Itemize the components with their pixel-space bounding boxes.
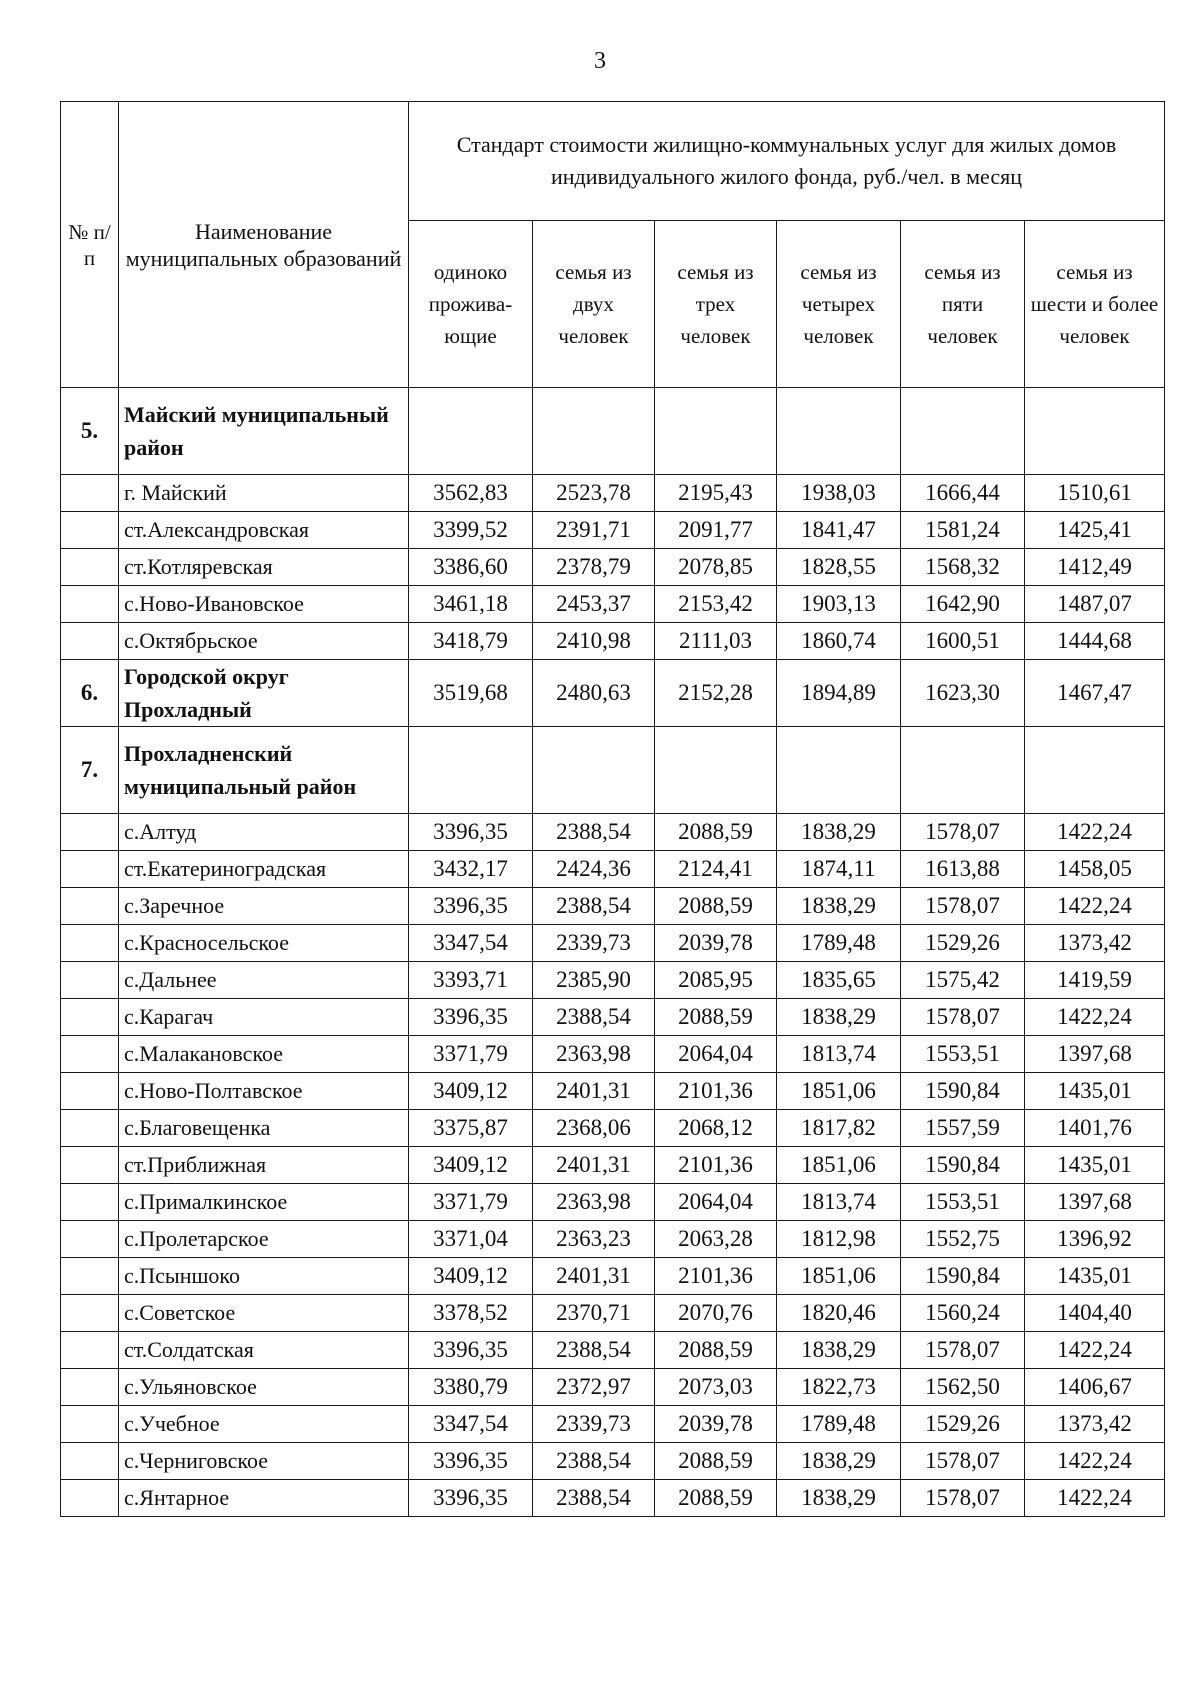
cost-value: 2111,03	[655, 623, 777, 660]
row-number	[61, 586, 119, 623]
cost-value: 2101,36	[655, 1073, 777, 1110]
cost-value: 1422,24	[1025, 1480, 1165, 1517]
cost-value	[1025, 727, 1165, 814]
cost-value: 2363,98	[533, 1184, 655, 1221]
cost-value: 1487,07	[1025, 586, 1165, 623]
cost-value: 1435,01	[1025, 1258, 1165, 1295]
table-row	[61, 1221, 1165, 1258]
cost-value	[1025, 388, 1165, 475]
header-cost-standard: Стандарт стоимости жилищно-коммунальных услуг для жилых домов индивидуального жилого фонда, руб./чел. в месяц	[409, 102, 1165, 221]
table-row	[61, 586, 1165, 623]
cost-value: 1578,07	[901, 1332, 1025, 1369]
cost-value: 1838,29	[777, 814, 901, 851]
municipality-name: Майский муниципальный район	[119, 388, 409, 475]
cost-value: 1510,61	[1025, 475, 1165, 512]
municipality-name: с.Учебное	[119, 1406, 409, 1443]
cost-value: 2088,59	[655, 1332, 777, 1369]
table-row	[61, 549, 1165, 586]
row-number	[61, 1332, 119, 1369]
cost-value: 3409,12	[409, 1258, 533, 1295]
cost-value: 1813,74	[777, 1184, 901, 1221]
cost-value: 2401,31	[533, 1073, 655, 1110]
row-number	[61, 888, 119, 925]
cost-value: 1562,50	[901, 1369, 1025, 1406]
cost-value: 2480,63	[533, 660, 655, 727]
cost-value	[901, 727, 1025, 814]
cost-value	[533, 727, 655, 814]
cost-value: 2378,79	[533, 549, 655, 586]
cost-value: 1578,07	[901, 888, 1025, 925]
cost-value: 2073,03	[655, 1369, 777, 1406]
cost-value: 3380,79	[409, 1369, 533, 1406]
cost-value: 1422,24	[1025, 814, 1165, 851]
cost-value: 3347,54	[409, 1406, 533, 1443]
cost-value: 2388,54	[533, 1480, 655, 1517]
row-number	[61, 1110, 119, 1147]
row-number	[61, 1369, 119, 1406]
cost-value: 1553,51	[901, 1184, 1025, 1221]
table-row	[61, 1110, 1165, 1147]
cost-value: 2453,37	[533, 586, 655, 623]
municipality-name: ст.Екатериноградская	[119, 851, 409, 888]
cost-value: 3396,35	[409, 1480, 533, 1517]
cost-value: 1412,49	[1025, 549, 1165, 586]
table-body	[61, 388, 1165, 1517]
row-number	[61, 1443, 119, 1480]
cost-value: 1578,07	[901, 814, 1025, 851]
municipality-name: с.Ново-Полтавское	[119, 1073, 409, 1110]
table-row	[61, 888, 1165, 925]
cost-value: 1851,06	[777, 1073, 901, 1110]
municipality-name: с.Красносельское	[119, 925, 409, 962]
cost-value: 1590,84	[901, 1073, 1025, 1110]
row-number	[61, 1258, 119, 1295]
table-row	[61, 1258, 1165, 1295]
cost-value: 1812,98	[777, 1221, 901, 1258]
municipality-name: Прохладненский муниципальный район	[119, 727, 409, 814]
cost-value: 2078,85	[655, 549, 777, 586]
cost-value: 1553,51	[901, 1036, 1025, 1073]
table-row	[61, 1480, 1165, 1517]
cost-value: 2388,54	[533, 1332, 655, 1369]
cost-value	[901, 388, 1025, 475]
cost-value: 1529,26	[901, 1406, 1025, 1443]
table-row	[61, 1073, 1165, 1110]
table-row	[61, 512, 1165, 549]
cost-value: 1458,05	[1025, 851, 1165, 888]
cost-value: 2339,73	[533, 1406, 655, 1443]
header-col-family-5: семья из пяти человек	[901, 221, 1025, 388]
cost-value: 3396,35	[409, 1443, 533, 1480]
cost-value: 2388,54	[533, 1443, 655, 1480]
cost-value: 2388,54	[533, 999, 655, 1036]
row-number	[61, 1147, 119, 1184]
cost-value: 1581,24	[901, 512, 1025, 549]
table-row	[61, 1147, 1165, 1184]
cost-value: 1820,46	[777, 1295, 901, 1332]
table-row	[61, 475, 1165, 512]
cost-value: 2388,54	[533, 814, 655, 851]
cost-value: 2101,36	[655, 1258, 777, 1295]
cost-value: 3432,17	[409, 851, 533, 888]
table-row	[61, 999, 1165, 1036]
municipality-name: ст.Котляревская	[119, 549, 409, 586]
row-number	[61, 962, 119, 999]
cost-value: 1575,42	[901, 962, 1025, 999]
cost-value: 1404,40	[1025, 1295, 1165, 1332]
cost-value: 3371,79	[409, 1184, 533, 1221]
cost-value: 1578,07	[901, 1480, 1025, 1517]
cost-value: 1851,06	[777, 1258, 901, 1295]
municipality-name: ст.Солдатская	[119, 1332, 409, 1369]
cost-value: 1894,89	[777, 660, 901, 727]
cost-value: 1841,47	[777, 512, 901, 549]
row-number: 6.	[61, 660, 119, 727]
cost-value: 1600,51	[901, 623, 1025, 660]
municipality-name: с.Благовещенка	[119, 1110, 409, 1147]
housing-cost-table	[60, 101, 1165, 1517]
row-number	[61, 814, 119, 851]
cost-value: 3396,35	[409, 888, 533, 925]
cost-value: 1642,90	[901, 586, 1025, 623]
section-row	[61, 388, 1165, 475]
cost-value: 2088,59	[655, 999, 777, 1036]
cost-value: 1552,75	[901, 1221, 1025, 1258]
cost-value: 3461,18	[409, 586, 533, 623]
cost-value	[655, 388, 777, 475]
municipality-name: с.Октябрьское	[119, 623, 409, 660]
cost-value: 2523,78	[533, 475, 655, 512]
cost-value: 2124,41	[655, 851, 777, 888]
row-number: 5.	[61, 388, 119, 475]
cost-value: 1838,29	[777, 999, 901, 1036]
row-number	[61, 1184, 119, 1221]
header-number: № п/п	[61, 102, 119, 388]
cost-value: 1623,30	[901, 660, 1025, 727]
cost-value: 1422,24	[1025, 1443, 1165, 1480]
cost-value: 2401,31	[533, 1147, 655, 1184]
municipality-name: с.Черниговское	[119, 1443, 409, 1480]
cost-value: 1938,03	[777, 475, 901, 512]
cost-value: 2370,71	[533, 1295, 655, 1332]
cost-value: 1590,84	[901, 1147, 1025, 1184]
cost-value: 1813,74	[777, 1036, 901, 1073]
municipality-name: с.Дальнее	[119, 962, 409, 999]
cost-value: 1838,29	[777, 1480, 901, 1517]
cost-value: 2088,59	[655, 1443, 777, 1480]
municipality-name: с.Алтуд	[119, 814, 409, 851]
cost-value: 2085,95	[655, 962, 777, 999]
header-municipality-name: Наименование муниципальных образований	[119, 102, 409, 388]
cost-value	[409, 388, 533, 475]
cost-value: 1838,29	[777, 888, 901, 925]
cost-value: 3347,54	[409, 925, 533, 962]
cost-value: 3399,52	[409, 512, 533, 549]
cost-value: 2388,54	[533, 888, 655, 925]
cost-value: 1397,68	[1025, 1036, 1165, 1073]
header-col-family-4: семья из четырех человек	[777, 221, 901, 388]
cost-value: 3396,35	[409, 999, 533, 1036]
cost-value: 2101,36	[655, 1147, 777, 1184]
header-col-single: одиноко прожива- ющие	[409, 221, 533, 388]
cost-value: 2064,04	[655, 1184, 777, 1221]
cost-value: 1828,55	[777, 549, 901, 586]
cost-value: 1903,13	[777, 586, 901, 623]
page-number: 3	[594, 48, 606, 74]
cost-value: 3519,68	[409, 660, 533, 727]
section-row	[61, 727, 1165, 814]
cost-value: 1373,42	[1025, 1406, 1165, 1443]
row-number	[61, 475, 119, 512]
header-col-family-6plus: семья из шести и более человек	[1025, 221, 1165, 388]
table-row	[61, 962, 1165, 999]
cost-value: 1467,47	[1025, 660, 1165, 727]
table-row	[61, 1332, 1165, 1369]
cost-value: 3562,83	[409, 475, 533, 512]
table-row	[61, 623, 1165, 660]
cost-value: 1568,32	[901, 549, 1025, 586]
cost-value: 2088,59	[655, 888, 777, 925]
cost-value: 3396,35	[409, 814, 533, 851]
cost-value: 1529,26	[901, 925, 1025, 962]
cost-value: 1419,59	[1025, 962, 1165, 999]
cost-value: 1838,29	[777, 1443, 901, 1480]
municipality-name: ст.Александровская	[119, 512, 409, 549]
cost-value: 1838,29	[777, 1332, 901, 1369]
cost-value: 2410,98	[533, 623, 655, 660]
section-row	[61, 660, 1165, 727]
row-number	[61, 623, 119, 660]
cost-value: 2401,31	[533, 1258, 655, 1295]
cost-value: 1422,24	[1025, 999, 1165, 1036]
municipality-name: с.Ульяновское	[119, 1369, 409, 1406]
row-number	[61, 1073, 119, 1110]
cost-value: 3409,12	[409, 1073, 533, 1110]
cost-value: 2195,43	[655, 475, 777, 512]
cost-value: 1789,48	[777, 1406, 901, 1443]
municipality-name: ст.Приближная	[119, 1147, 409, 1184]
cost-value: 1435,01	[1025, 1147, 1165, 1184]
cost-value: 1835,65	[777, 962, 901, 999]
cost-value: 1822,73	[777, 1369, 901, 1406]
header-col-family-2: семья из двух человек	[533, 221, 655, 388]
row-number	[61, 925, 119, 962]
header-col-family-3: семья из трех человек	[655, 221, 777, 388]
row-number	[61, 999, 119, 1036]
cost-value: 2091,77	[655, 512, 777, 549]
municipality-name: Городской округ Прохладный	[119, 660, 409, 727]
cost-value: 1557,59	[901, 1110, 1025, 1147]
cost-value	[777, 727, 901, 814]
cost-value	[777, 388, 901, 475]
cost-value: 2153,42	[655, 586, 777, 623]
cost-value: 2068,12	[655, 1110, 777, 1147]
municipality-name: с.Ново-Ивановское	[119, 586, 409, 623]
table-row	[61, 1443, 1165, 1480]
table-row	[61, 1036, 1165, 1073]
cost-value: 1578,07	[901, 999, 1025, 1036]
cost-value	[409, 727, 533, 814]
row-number	[61, 1295, 119, 1332]
cost-value: 1666,44	[901, 475, 1025, 512]
cost-value: 3371,79	[409, 1036, 533, 1073]
cost-value: 2152,28	[655, 660, 777, 727]
row-number	[61, 1221, 119, 1258]
cost-value: 2063,28	[655, 1221, 777, 1258]
cost-value	[533, 388, 655, 475]
row-number: 7.	[61, 727, 119, 814]
table-row	[61, 1406, 1165, 1443]
cost-value: 2363,23	[533, 1221, 655, 1258]
municipality-name: с.Карагач	[119, 999, 409, 1036]
table-row	[61, 1369, 1165, 1406]
cost-value: 1590,84	[901, 1258, 1025, 1295]
cost-value: 2088,59	[655, 1480, 777, 1517]
municipality-name: с.Пролетарское	[119, 1221, 409, 1258]
cost-value: 3418,79	[409, 623, 533, 660]
cost-value: 3378,52	[409, 1295, 533, 1332]
municipality-name: с.Советское	[119, 1295, 409, 1332]
municipality-name: с.Малакановское	[119, 1036, 409, 1073]
cost-value: 2088,59	[655, 814, 777, 851]
cost-value	[655, 727, 777, 814]
table-row	[61, 925, 1165, 962]
cost-value: 1560,24	[901, 1295, 1025, 1332]
cost-value: 2039,78	[655, 1406, 777, 1443]
municipality-name: с.Янтарное	[119, 1480, 409, 1517]
cost-value: 1874,11	[777, 851, 901, 888]
municipality-name: с.Заречное	[119, 888, 409, 925]
municipality-name: г. Майский	[119, 475, 409, 512]
cost-value: 3393,71	[409, 962, 533, 999]
cost-value: 1425,41	[1025, 512, 1165, 549]
cost-value: 2391,71	[533, 512, 655, 549]
cost-value: 2070,76	[655, 1295, 777, 1332]
cost-value: 1397,68	[1025, 1184, 1165, 1221]
cost-value: 1406,67	[1025, 1369, 1165, 1406]
cost-value: 1422,24	[1025, 1332, 1165, 1369]
municipality-name: с.Псыншоко	[119, 1258, 409, 1295]
cost-value: 3386,60	[409, 549, 533, 586]
cost-value: 1860,74	[777, 623, 901, 660]
cost-value: 3371,04	[409, 1221, 533, 1258]
row-number	[61, 1406, 119, 1443]
row-number	[61, 512, 119, 549]
cost-value: 2064,04	[655, 1036, 777, 1073]
cost-value: 1401,76	[1025, 1110, 1165, 1147]
cost-value: 1396,92	[1025, 1221, 1165, 1258]
cost-value: 2339,73	[533, 925, 655, 962]
cost-value: 2372,97	[533, 1369, 655, 1406]
row-number	[61, 1480, 119, 1517]
cost-value: 1422,24	[1025, 888, 1165, 925]
row-number	[61, 1036, 119, 1073]
table-row	[61, 1184, 1165, 1221]
cost-value: 1444,68	[1025, 623, 1165, 660]
cost-value: 2385,90	[533, 962, 655, 999]
cost-value: 1435,01	[1025, 1073, 1165, 1110]
table-row	[61, 1295, 1165, 1332]
row-number	[61, 549, 119, 586]
row-number	[61, 851, 119, 888]
cost-value: 2424,36	[533, 851, 655, 888]
cost-value: 1613,88	[901, 851, 1025, 888]
cost-value: 3375,87	[409, 1110, 533, 1147]
cost-value: 2368,06	[533, 1110, 655, 1147]
table-row	[61, 851, 1165, 888]
cost-value: 1373,42	[1025, 925, 1165, 962]
cost-value: 1578,07	[901, 1443, 1025, 1480]
cost-value: 1851,06	[777, 1147, 901, 1184]
table-row	[61, 814, 1165, 851]
cost-value: 2039,78	[655, 925, 777, 962]
cost-value: 2363,98	[533, 1036, 655, 1073]
cost-value: 1789,48	[777, 925, 901, 962]
cost-value: 1817,82	[777, 1110, 901, 1147]
municipality-name: с.Прималкинское	[119, 1184, 409, 1221]
cost-value: 3396,35	[409, 1332, 533, 1369]
cost-value: 3409,12	[409, 1147, 533, 1184]
